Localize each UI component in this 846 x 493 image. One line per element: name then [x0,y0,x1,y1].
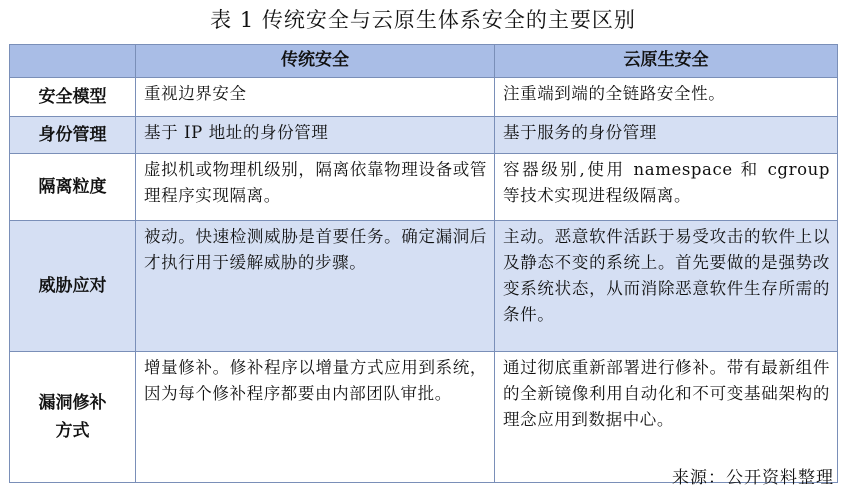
table-row [10,117,838,154]
traditional-cell: 增量修补。修补程序以增量方式应用到系统，因为每个修补程序都要由内部团队审批。 [136,352,495,483]
row-label-line: 漏洞修补 [38,393,107,413]
table-row [10,78,838,117]
table-row [10,154,838,221]
row-label: 威胁应对 [10,221,136,352]
row-label-line: 方式 [55,421,90,441]
header-traditional: 传统安全 [136,45,495,78]
traditional-cell: 被动。快速检测威胁是首要任务。确定漏洞后才执行用于缓解威胁的步骤。 [136,221,495,352]
cloud-native-cell: 基于服务的身份管理 [495,117,838,154]
cloud-native-cell: 注重端到端的全链路安全性。 [495,78,838,117]
table-row [10,352,838,483]
cloud-native-cell: 容器级别,使用 namespace 和 cgroup 等技术实现进程级隔离。 [495,154,838,221]
comparison-table [9,44,838,483]
header-cloud-native: 云原生安全 [495,45,838,78]
cloud-native-cell: 通过彻底重新部署进行修补。带有最新组件的全新镜像利用自动化和不可变基础架构的理念应用到数据中心。 [495,352,838,483]
table-row [10,221,838,352]
row-label: 隔离粒度 [10,154,136,221]
row-label: 安全模型 [10,78,136,117]
source-note: 来源：公开资料整理 [672,468,834,488]
row-label [10,352,136,483]
row-label: 身份管理 [10,117,136,154]
header-corner-cell [10,45,136,78]
traditional-cell: 基于 IP 地址的身份管理 [136,117,495,154]
table-title: 表 1 传统安全与云原生体系安全的主要区别 [210,8,636,32]
header-row [10,45,838,78]
traditional-cell: 虚拟机或物理机级别，隔离依靠物理设备或管理程序实现隔离。 [136,154,495,221]
traditional-cell: 重视边界安全 [136,78,495,117]
cloud-native-cell: 主动。恶意软件活跃于易受攻击的软件上以及静态不变的系统上。首先要做的是强势改变系统状态，从而消除恶意软件生存所需的条件。 [495,221,838,352]
